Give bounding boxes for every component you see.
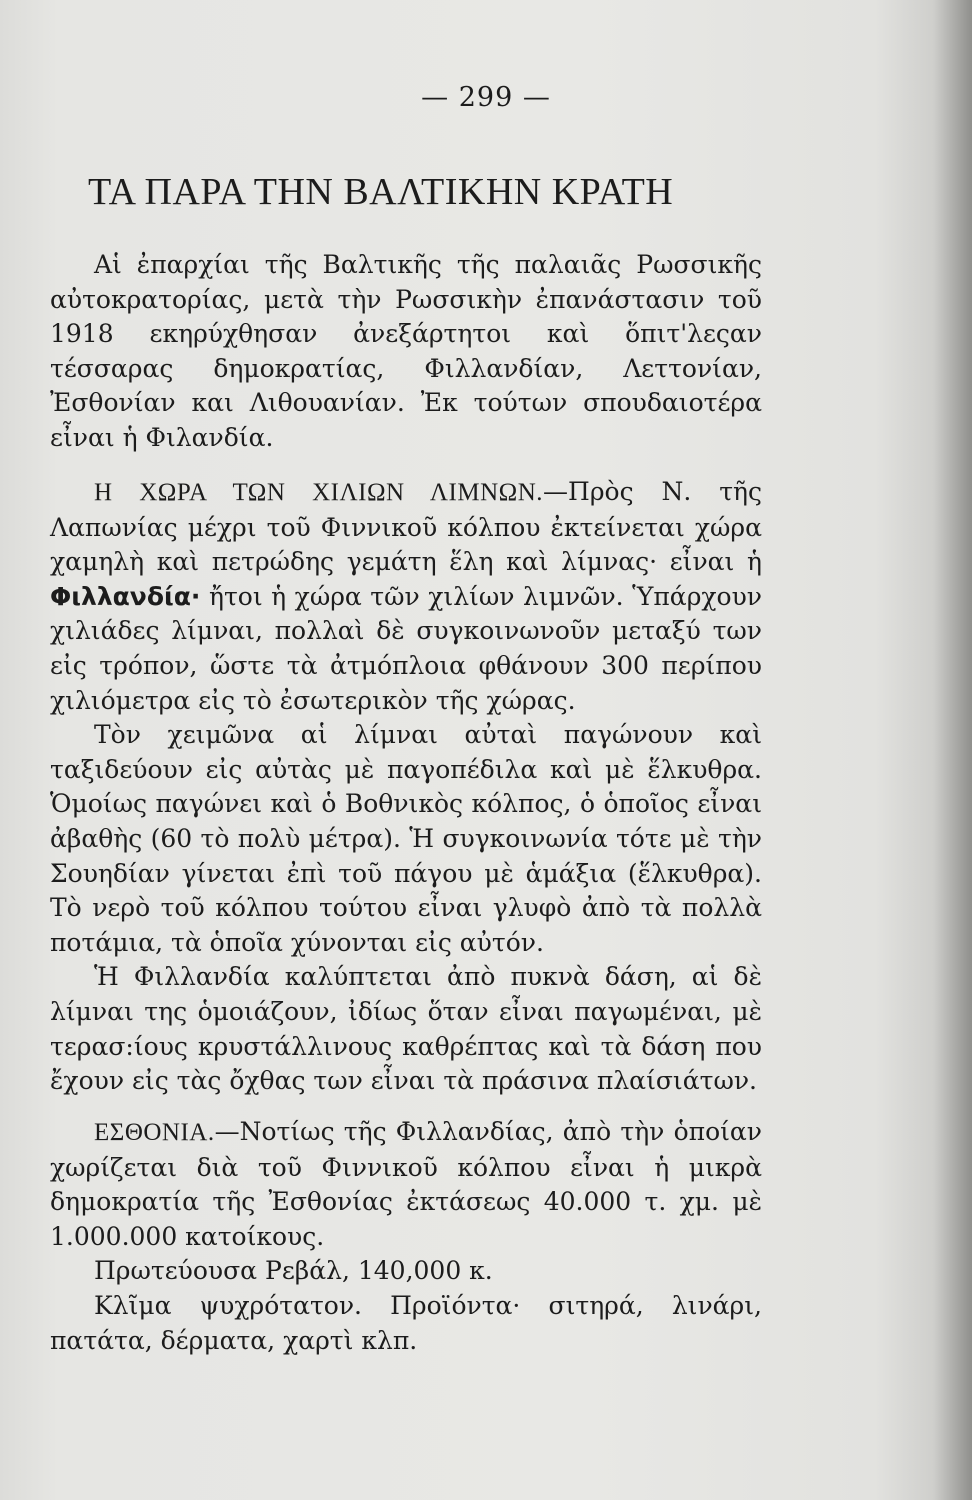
finland-paragraph-2: Τὸν χειμῶνα αἱ λίμναι αὐταὶ παγώνουν καὶ ταξιδεύουν εἰς αὐτὰς μὲ παγοπέδιλα καὶ μὲ ἕλκυθρα. Ὁμοίως παγώνει καὶ ὁ Βοθνικὸς κόλπος, ὁ ὁποῖος εἶναι ἀβαθὴς (60 τὸ πολὺ μέτρα). Ἡ συγκοινωνία τότε μὲ τὴν Σουηδίαν γίνεται ἐπὶ τοῦ πάγου μὲ ἁμάξια (ἕλκυθρα). Τὸ νερὸ τοῦ κόλπου τούτου εἶναι γλυφὸ ἀπὸ τὰ πολλὰ ποτάμια, τὰ ὁποῖα χύνονται εἰς αὐτόν. (50, 720, 762, 957)
finland-paragraph-3: Ἡ Φιλλανδία καλύπτεται ἀπὸ πυκνὰ δάση, αἱ δὲ λίμναι της ὁμοιάζουν, ἰδίως ὅταν εἶναι παγωμέναι, μὲ τερασ:ίους κρυστάλλινους καθρέπτας καὶ τὰ δάση που ἔχουν εἰς τὰς ὄχθας των εἶναι τὰ πράσινα πλαίσιάτων. (50, 962, 762, 1096)
estonia-section (50, 1115, 762, 1358)
finland-text-after: ἤτοι ἡ χώρα τῶν χιλίων λιμνῶν. Ὑπάρχουν χιλιάδες λίμναι, πολλαὶ δὲ συγκοινωνοῦν μεταξύ των εἰς τρόπον, ὥστε τὰ ἀτμόπλοια φθάνουν 300 περίπου χιλιόμετρα εἰς τὸ ἐσωτερικὸν τῆς χώρας. (50, 581, 762, 715)
estonia-text: —Νοτίως τῆς Φιλλανδίας, ἀπὸ τὴν ὁποίαν χωρίζεται διὰ τοῦ Φιννικοῦ κόλπου εἶναι ἡ μικρὰ δημοκρατία τῆς Ἐσθονίας ἐκτάσεως 40.000 τ. χμ. μὲ 1.000.000 κατοίκους. (50, 1117, 762, 1251)
page-number: — 299 — (421, 82, 551, 113)
finland-heading: Η ΧΩΡΑ ΤΩΝ ΧΙΛΙΩΝ ΛΙΜΝΩΝ. (94, 479, 544, 506)
estonia-paragraph (50, 1115, 762, 1254)
finland-section (50, 475, 762, 1099)
finland-paragraph-1 (50, 475, 762, 718)
intro-block (50, 248, 762, 456)
estonia-capital: Πρωτεύουσα Ρεβάλ, 140,000 κ. (94, 1256, 493, 1286)
intro-paragraph: Αἱ ἐπαρχίαι τῆς Βαλτικῆς τῆς παλαιᾶς Ρωσσικῆς αὐτοκρατορίας, μετὰ τὴν Ρωσσικὴν ἐπανάστασιν τοῦ 1918 εκηρύχθησαν ἀνεξάρτητοι καὶ ὅπιτ'λεςαν τέσσαρας δημοκρατίας, Φιλλανδίαν, Λεττονίαν, Ἐσθονίαν και Λιθουανίαν. Ἐκ τούτων σπουδαιοτέρα εἶναι ἡ Φιλανδία. (50, 250, 762, 452)
finland-text-before: —Πρὸς Ν. τῆς Λαπωνίας μέχρι τοῦ Φιννικοῦ κόλπου ἐκτείνεται χώρα χαμηλὴ καὶ πετρώδης γεμάτη ἕλη καὶ λίμνας· εἶναι ἡ (50, 477, 762, 577)
estonia-heading: ΕΣΘΟΝΙΑ. (94, 1119, 215, 1146)
finland-term: Φιλλανδία· (50, 581, 201, 611)
estonia-climate: Κλῖμα ψυχρότατον. Προϊόντα· σιτηρά, λινάρι, πατάτα, δέρματα, χαρτὶ κλπ. (50, 1290, 762, 1355)
chapter-title: ΤΑ ΠΑΡΑ ΤΗΝ ΒΑΛΤΙΚΗΝ ΚΡΑΤΗ (88, 171, 674, 213)
